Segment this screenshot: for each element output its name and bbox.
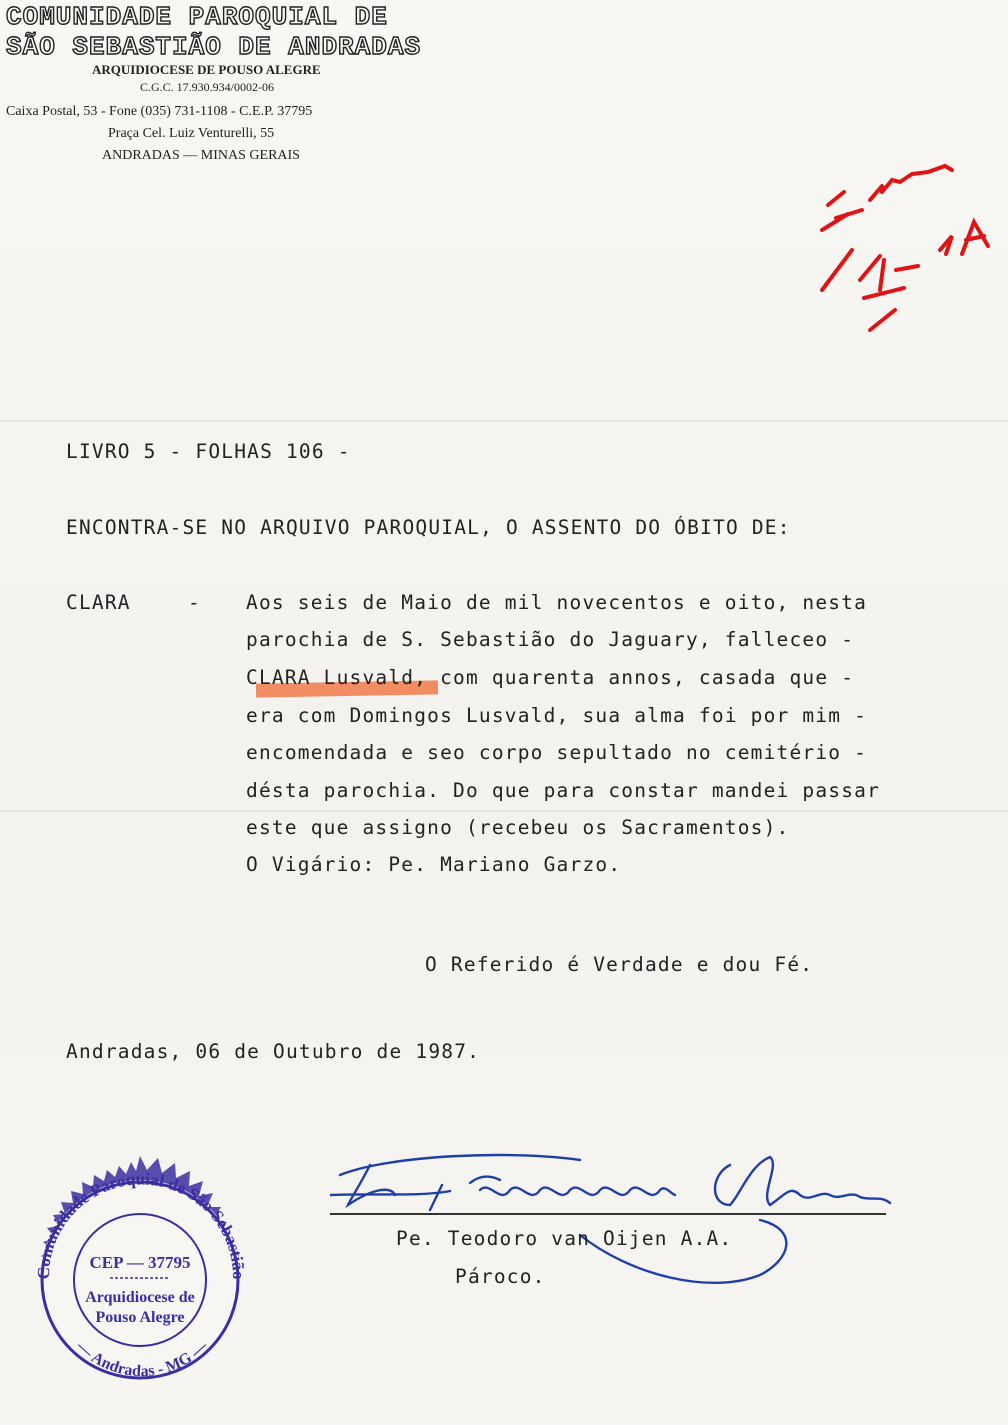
name-dash: - bbox=[188, 591, 201, 614]
record-line: O Vigário: Pe. Mariano Garzo. bbox=[246, 853, 622, 876]
letterhead-city: ANDRADAS — MINAS GERAIS bbox=[102, 148, 300, 163]
attestation: O Referido é Verdade e dou Fé. bbox=[425, 953, 814, 976]
record-line: parochia de S. Sebastião do Jaguary, falleceo - bbox=[246, 628, 855, 651]
handwritten-signature bbox=[330, 1135, 900, 1295]
signature-line bbox=[330, 1213, 886, 1215]
red-pen-marks bbox=[800, 150, 1000, 350]
letterhead-cgc: C.G.C. 17.930.934/0002-06 bbox=[140, 80, 275, 94]
book-reference: LIVRO 5 - FOLHAS 106 - bbox=[66, 440, 351, 463]
fold-line bbox=[0, 810, 1008, 812]
parish-seal-stamp bbox=[10, 1150, 270, 1410]
letterhead-address: Praça Cel. Luiz Venturelli, 55 bbox=[108, 126, 275, 141]
record-line: era com Domingos Lusvald, sua alma foi por mim - bbox=[246, 704, 868, 727]
fold-line bbox=[0, 420, 1008, 422]
record-line: encomendada e seo corpo sepultado no cemitério - bbox=[246, 741, 868, 764]
record-line: CLARA Lusvald, com quarenta annos, casada que - bbox=[246, 666, 855, 689]
stamp-cep: CEP — 37795 bbox=[89, 1253, 191, 1272]
date-line: Andradas, 06 de Outubro de 1987. bbox=[66, 1040, 481, 1063]
letterhead-archdiocese: ARQUIDIOCESE DE POUSO ALEGRE bbox=[92, 62, 321, 77]
record-line: Aos seis de Maio de mil novecentos e oito, nesta bbox=[246, 591, 868, 614]
stamp-line1: Arquidiocese de bbox=[85, 1289, 195, 1306]
letterhead-title-line1: COMUNIDADE PAROQUIAL DE bbox=[6, 2, 388, 32]
record-line: este que assigno (recebeu os Sacramentos). bbox=[246, 816, 790, 839]
deceased-name-label: CLARA bbox=[66, 591, 131, 614]
record-intro: ENCONTRA-SE NO ARQUIVO PAROQUIAL, O ASSENTO DO ÓBITO DE: bbox=[66, 516, 791, 539]
signer-name: Pe. Teodoro van Oijen A.A. bbox=[396, 1227, 733, 1250]
stamp-line2: Pouso Alegre bbox=[95, 1309, 185, 1326]
stamp-bottom-text: — Andradas - MG — bbox=[73, 1337, 211, 1381]
letterhead-title-line2: SÃO SEBASTIÃO DE ANDRADAS bbox=[6, 32, 422, 62]
signer-role: Pároco. bbox=[455, 1265, 546, 1288]
record-line: désta parochia. Do que para constar mandei passar bbox=[246, 779, 881, 802]
letterhead-contact: Caixa Postal, 53 - Fone (035) 731-1108 - C.E.P. 37795 bbox=[6, 104, 313, 119]
stamp-ring-text: Comunidade Paroquial de São Sebastião bbox=[33, 1169, 249, 1280]
